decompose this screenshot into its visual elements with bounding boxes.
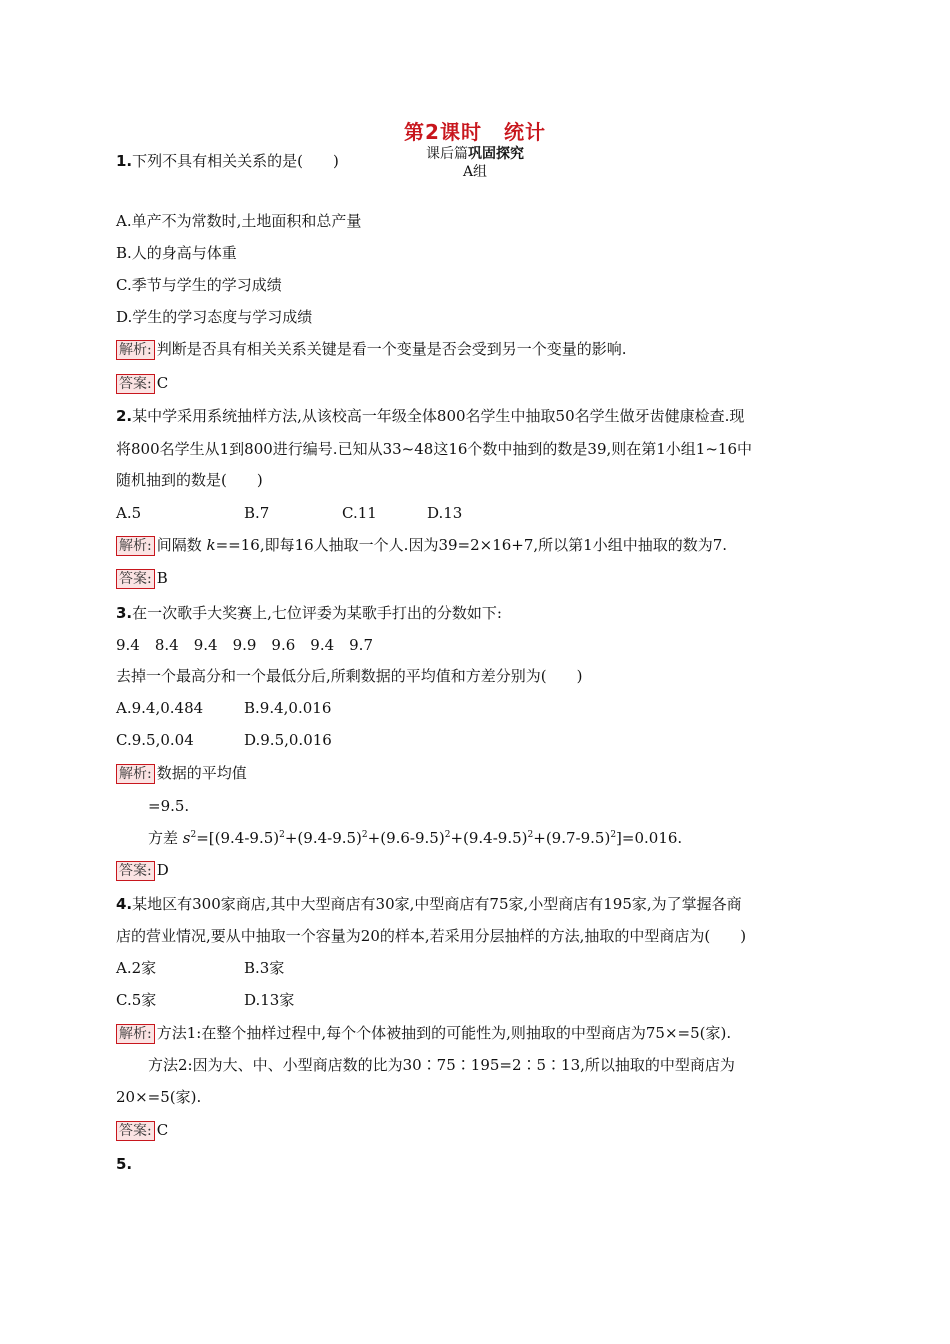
q4-option-a: A.2家 [116,959,157,977]
q2-stem-line-3: 随机抽到的数是( ) [116,471,263,489]
q1-option-b: B.人的身高与体重 [116,244,237,262]
subtitle-part-b: 巩固探究 [468,146,524,162]
variance-sup: 2 [190,830,197,840]
lesson-topic: 统计 [503,120,546,144]
q3-scores: 9.4 8.4 9.4 9.9 9.6 9.4 9.7 [116,636,373,654]
answer-tag: 答案: [116,374,155,394]
q1-option-d: D.学生的学习态度与学习成绩 [116,308,313,326]
q2-option-c: C.11 [342,504,377,522]
q1-number: 1. [116,152,133,170]
q3-option-b: B.9.4,0.016 [244,699,332,717]
q2-stem-text-1: 某中学采用系统抽样方法,从该校高一年级全体800名学生中抽取50名学生做牙齿健康检查.现 [132,407,745,425]
q2-answer [116,568,168,589]
variance-sup: 2 [444,830,451,840]
variance-sup: 2 [610,830,617,840]
q3-mean: =9.5. [148,797,190,815]
q2-answer-value: B [156,569,168,587]
q2-analysis-post: ==16,即每16人抽取一个人.因为39=2×16+7,所以第1小组中抽取的数为7. [215,536,728,554]
q3-stem-2: 去掉一个最高分和一个最低分后,所剩数据的平均值和方差分别为( ) [116,667,583,685]
q2-option-d: D.13 [427,504,463,522]
group-label: A组 [462,164,488,180]
q4-analysis-text-1: 方法1:在整个抽样过程中,每个个体被抽到的可能性为,则抽取的中型商店为75×=5(家). [156,1024,732,1042]
variance-term-3: +(9.6-9.5) [367,829,445,847]
q2-option-b: B.7 [244,504,270,522]
q2-analysis-k: k [206,536,216,554]
q3-answer [116,860,169,881]
q3-option-c: C.9.5,0.04 [116,731,194,749]
subtitle-part-a: 课后篇 [426,146,468,162]
q4-stem-line-2: 店的营业情况,要从中抽取一个容量为20的样本,若采用分层抽样的方法,抽取的中型商店为( ) [116,927,747,945]
analysis-tag: 解析: [116,1024,155,1044]
q1-analysis [116,339,627,360]
q3-analysis-text: 数据的平均值 [156,764,247,782]
q4-answer-value: C [156,1121,169,1139]
q1-option-a: A.单产不为常数时,土地面积和总产量 [116,212,362,230]
q3-options-row-2 [116,730,332,750]
q2-stem-line-2: 将800名学生从1到800进行编号.已知从33~48这16个数中抽到的数是39,则在第1小组1~16中 [116,440,753,458]
lesson-label: 第2课时 [404,120,482,144]
q3-option-a: A.9.4,0.484 [116,699,204,717]
variance-term-4: +(9.4-9.5) [450,829,528,847]
q2-stem-line-1 [116,406,744,426]
variance-symbol: s [182,829,191,847]
q4-options-row-1 [116,958,284,978]
answer-tag: 答案: [116,861,155,881]
q3-options-row-1 [116,698,331,718]
q4-stem-line-1 [116,894,742,914]
q4-options-row-2 [116,990,294,1010]
answer-tag: 答案: [116,1121,155,1141]
q1-answer-value: C [156,374,169,392]
q3-option-d: D.9.5,0.016 [244,731,332,749]
q3-stem [116,603,502,623]
variance-sup: 2 [279,830,285,840]
q3-variance [148,828,682,848]
q2-option-a: A.5 [116,504,142,522]
q1-answer [116,373,168,394]
analysis-tag: 解析: [116,764,155,784]
variance-term-6: ]=0.016. [616,829,683,847]
variance-sup: 2 [361,830,368,840]
q5-stem [116,1154,132,1174]
variance-term-1: =[(9.4-9.5) [196,829,280,847]
q4-analysis-3: 20×=5(家). [116,1088,202,1106]
variance-sup: 2 [527,830,534,840]
analysis-tag: 解析: [116,536,155,556]
q2-analysis-pre: 间隔数 [156,536,207,554]
variance-term-2: +(9.4-9.5) [284,829,362,847]
q1-stem [116,151,339,171]
q4-option-d: D.13家 [244,991,295,1009]
page-title [0,116,950,145]
q1-option-c: C.季节与学生的学习成绩 [116,276,282,294]
q3-stem-text: 在一次歌手大奖赛上,七位评委为某歌手打出的分数如下: [132,604,502,622]
q1-stem-text: 下列不具有相关关系的是( ) [132,152,339,170]
q2-analysis [116,535,727,556]
answer-tag: 答案: [116,569,155,589]
q1-analysis-text: 判断是否具有相关关系关键是看一个变量是否会受到另一个变量的影响. [156,340,627,358]
variance-pre: 方差 [148,829,183,847]
q3-analysis [116,763,247,784]
variance-term-5: +(9.7-9.5) [533,829,611,847]
q4-option-b: B.3家 [244,959,285,977]
q4-analysis [116,1023,731,1044]
q2-number: 2. [116,407,133,425]
q5-number: 5. [116,1155,133,1173]
q3-number: 3. [116,604,133,622]
q4-analysis-2: 方法2:因为大、中、小型商店数的比为30∶75∶195=2∶5∶13,所以抽取的中型商店为 [148,1056,735,1074]
q4-option-c: C.5家 [116,991,157,1009]
q2-options [116,503,462,523]
q4-stem-text-1: 某地区有300家商店,其中大型商店有30家,中型商店有75家,小型商店有195家,为了掌握各商 [132,895,742,913]
q4-answer [116,1120,168,1141]
analysis-tag: 解析: [116,340,155,360]
q3-answer-value: D [156,861,169,879]
q4-number: 4. [116,895,133,913]
